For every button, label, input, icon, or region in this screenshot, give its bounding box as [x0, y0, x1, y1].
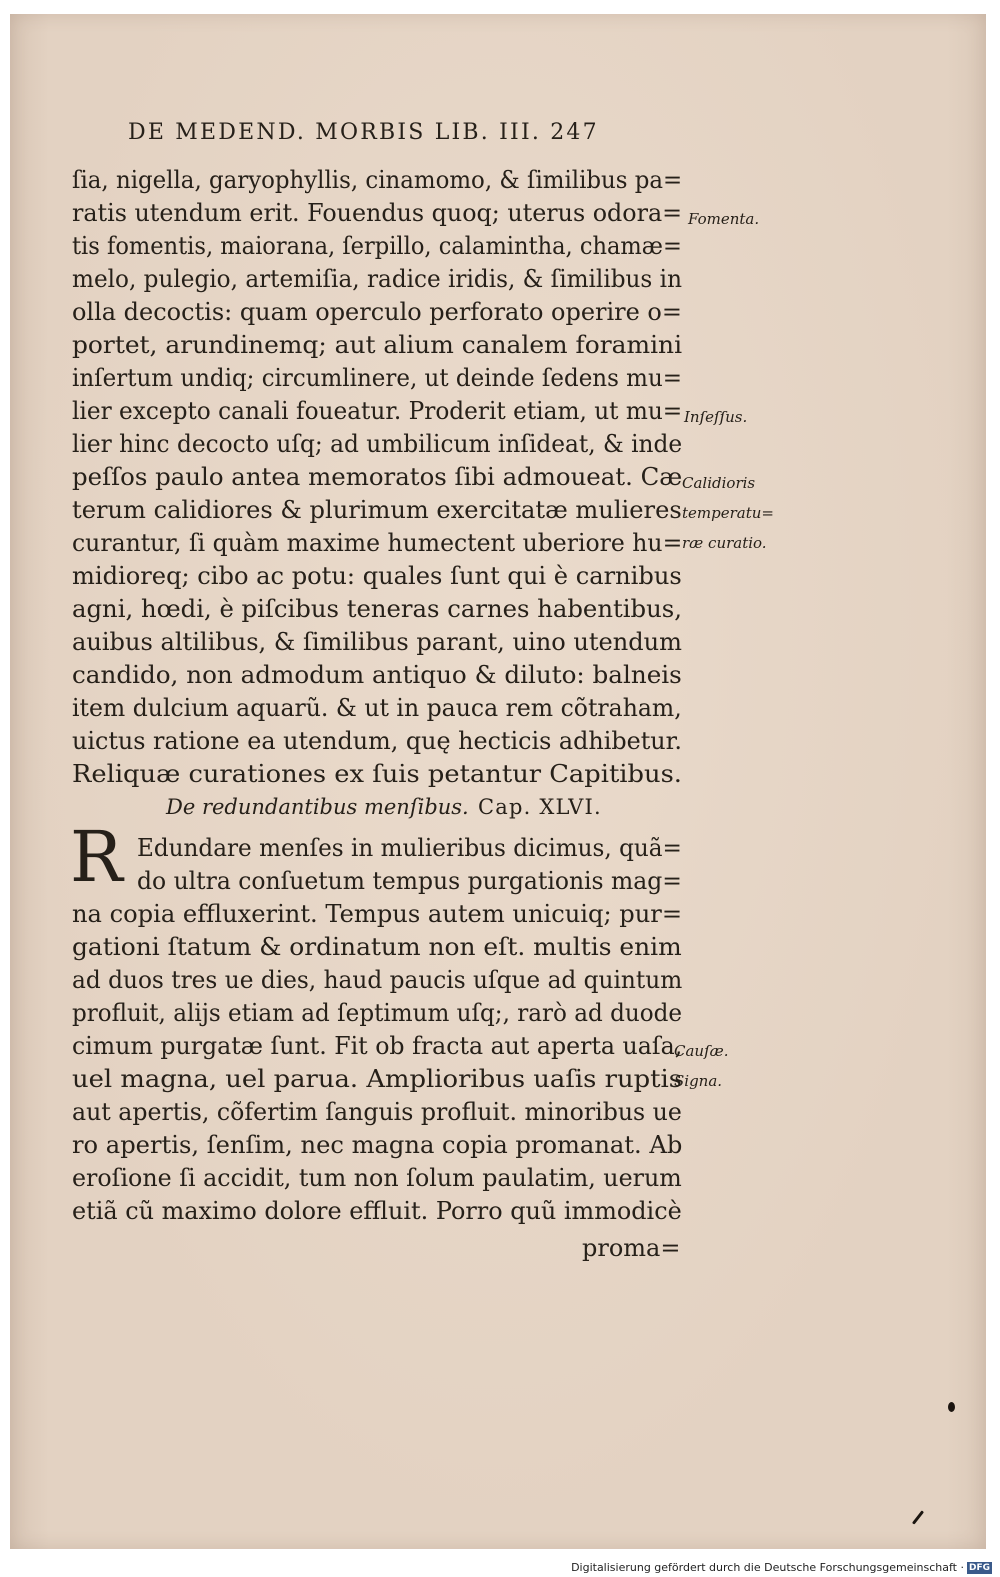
text-line: uel magna, uel parua. Amplioribus uaſis ruptis [72, 1065, 683, 1093]
text-line: etiã cũ maximo dolore effluit. Porro quũ immodicè [72, 1197, 682, 1225]
paragraph-1 [72, 164, 722, 791]
drop-cap: R [70, 816, 123, 898]
marginal-note-fomenta: Fomenta. [688, 210, 760, 228]
dfg-logo: DFG [968, 1563, 990, 1573]
marginal-note-rae-curatio: ræ curatio. [682, 534, 767, 552]
text-line: olla decoctis: quam operculo perforato operire o= [72, 298, 682, 326]
pen-mark [912, 1510, 924, 1524]
text-line: melo, pulegio, artemiſia, radice iridis, & ſimilibus in [72, 265, 682, 293]
marginal-note-insessus: Inſeſſus. [684, 408, 748, 426]
paragraph-2-opening [137, 832, 703, 898]
text-line: ratis utendum erit. Fouendus quoq; uterus odora= [72, 199, 683, 227]
text-line: uictus ratione ea utendum, quę hecticis adhibetur. [72, 727, 682, 755]
text-line: ad duos tres ue dies, haud paucis uſque ad quintum [72, 966, 683, 994]
marginal-note-temperatu: temperatu= [682, 504, 774, 522]
text-line: do ultra conſuetum tempus purgationis mag= [137, 867, 682, 895]
text-line: ro apertis, ſenſim, nec magna copia promanat. Ab [72, 1131, 683, 1159]
running-head: DE MEDEND. MORBIS LIB. III. 247 [128, 120, 599, 145]
text-line: portet, arundinemq; aut alium canalem foramini [72, 331, 683, 359]
digitization-credit [571, 1561, 992, 1574]
marginal-note-causae: Cauſæ. [674, 1042, 729, 1060]
marginal-note-calidioris: Calidioris [682, 474, 756, 492]
paragraph-2 [72, 898, 707, 1228]
text-line: profluit, aliјs etiam ad ſeptimum uſq;, rarò ad duode [72, 999, 683, 1027]
text-line: tis fomentis, maiorana, ſerpillo, calamintha, chamæ= [72, 232, 682, 260]
text-line: lier hinc decocto uſq; ad umbilicum inſideat, & inde [72, 430, 683, 458]
text-line: Edundare menſes in mulieribus dicimus, quã= [137, 834, 682, 862]
text-line: gationi ſtatum & ordinatum non eſt. multis enim [72, 933, 682, 961]
marginal-note-signa: Signa. [674, 1072, 723, 1090]
text-line: Reliquæ curationes ex ſuis petantur Capitibus. [72, 760, 682, 788]
text-line: peſſos paulo antea memoratos ſibi admoueat. Cæ [72, 463, 683, 491]
text-line: cimum purgatæ ſunt. Fit ob fracta aut aperta uaſa, [72, 1032, 683, 1060]
chapter-heading: De redundantibus menſibus. [166, 795, 469, 819]
text-line: curantur, ſi quàm maxime humectent uberiore hu= [72, 529, 683, 557]
ink-spot [948, 1402, 955, 1412]
chapter-number: Cap. XLVI. [478, 795, 602, 819]
text-line: auibus altilibus, & ſimilibus parant, uino utendum [72, 628, 683, 656]
text-line: na copia effluxerint. Tempus autem unicuiq; pur= [72, 900, 683, 928]
text-line: ſia, nigella, garyophyllis, cinamomo, & ſimilibus pa= [72, 166, 683, 194]
text-line: inſertum undiq; circumlinere, ut deinde ſedens mu= [72, 364, 682, 392]
credit-text: Digitalisierung gefördert durch die Deutsche Forschungsgemeinschaft · [571, 1561, 964, 1574]
text-line: agni, hœdi, è piſcibus teneras carnes habentibus, [72, 595, 682, 623]
text-line: candido, non admodum antiquo & diluto: balneis [72, 661, 682, 689]
text-line: aut apertis, cõfertim ſanguis profluit. minoribus ue [72, 1098, 682, 1126]
text-line: eroſione ſi accidit, tum non ſolum paulatim, uerum [72, 1164, 682, 1192]
text-line: item dulcium aquarũ. & ut in pauca rem cõtraham, [72, 694, 682, 722]
text-line: lier excepto canali foueatur. Proderit etiam, ut mu= [72, 397, 683, 425]
book-page [10, 14, 986, 1549]
catchword: proma= [582, 1234, 681, 1262]
text-line: terum calidiores & plurimum exercitatæ mulieres [72, 496, 682, 524]
text-line: midioreq; cibo ac potu: quales ſunt qui è carnibus [72, 562, 682, 590]
